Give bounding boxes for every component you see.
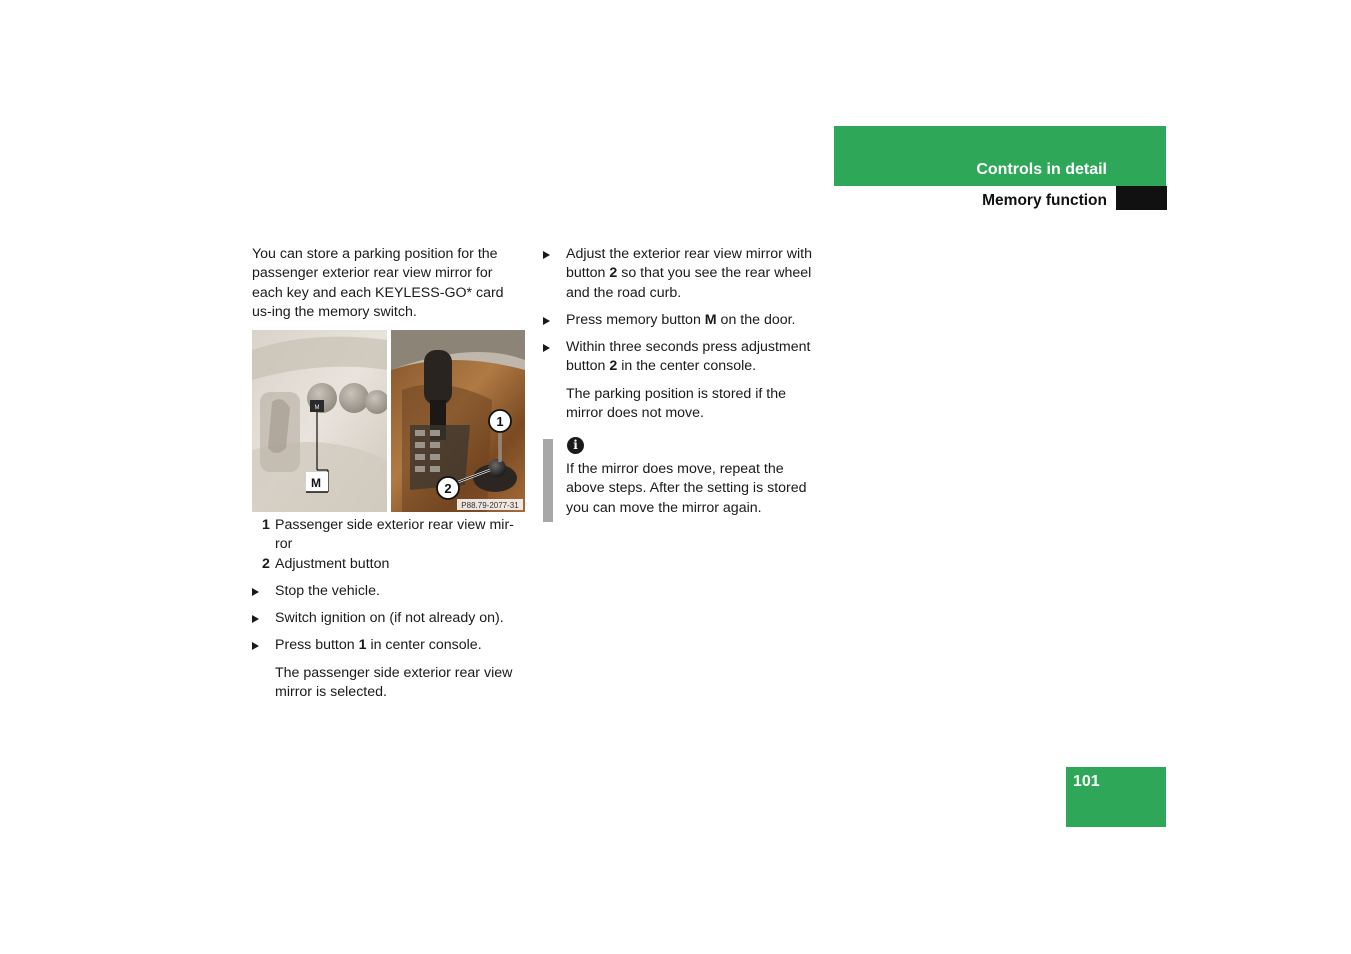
info-note-bar — [543, 439, 553, 522]
step-text-pre: Press memory button — [566, 311, 705, 328]
figure-code: P88.79-2077-31 — [461, 501, 519, 510]
step-result: The parking position is stored if the mirror does not move. — [566, 385, 787, 422]
step-text-bold: 2 — [609, 358, 618, 375]
instruction-step — [543, 338, 823, 377]
step-text-post: in the center console. — [617, 358, 757, 375]
instruction-step — [252, 582, 528, 601]
step-arrow-icon — [543, 344, 550, 352]
info-icon: i — [567, 437, 584, 454]
caption-number: 1 — [262, 517, 270, 533]
step-text — [275, 637, 482, 653]
memory-button-m-label: M — [314, 405, 320, 411]
intro-paragraph: You can store a parking position for the passenger exterior rear view mirror for each key and each KEYLESS-GO* card us-ing the memory switch. — [252, 246, 504, 320]
instruction-step — [252, 636, 528, 655]
step-arrow-icon — [543, 317, 550, 325]
step-text — [566, 312, 796, 328]
step-text-bold: 2 — [609, 265, 618, 282]
caption-item — [252, 516, 528, 555]
step-text-bold: 1 — [358, 637, 367, 654]
left-column — [252, 245, 528, 322]
memory-switch-figure — [252, 330, 525, 512]
step-text-pre: Within three seconds press adjustment button — [566, 339, 811, 375]
page-number: 101 — [1073, 773, 1100, 790]
step-arrow-icon — [543, 251, 550, 259]
step-arrow-icon — [252, 615, 259, 623]
step-arrow-icon — [252, 642, 259, 650]
callout-m: M — [311, 476, 321, 490]
instruction-step — [543, 245, 823, 303]
step-text-pre: Adjust the exterior rear view mirror with button — [566, 246, 812, 282]
callout-1: 1 — [496, 414, 504, 429]
step-text-post: so that you see the rear wheel and the road curb. — [566, 265, 812, 301]
page-number-box — [1066, 767, 1166, 827]
caption-item — [252, 555, 528, 574]
step-text — [566, 339, 810, 374]
subsection-title: Memory function — [982, 192, 1107, 209]
figure-illustration — [252, 330, 525, 512]
step-text-post: in center console. — [366, 637, 482, 654]
caption-text: Adjustment button — [275, 555, 390, 572]
step-text — [566, 246, 812, 301]
step-text-post: on the door. — [716, 311, 796, 328]
step-text: Stop the vehicle. — [275, 582, 380, 599]
left-column-lower — [252, 516, 528, 702]
callout-2: 2 — [444, 481, 452, 496]
info-note-text: If the mirror does move, repeat the above steps. After the setting is stored you can move the mirror again. — [566, 461, 807, 516]
step-text: Switch ignition on (if not already on). — [275, 610, 504, 627]
step-text-bold: M — [704, 311, 717, 328]
adjustment-knob-icon — [488, 459, 506, 477]
caption-text: Passenger side exterior rear view mir-ror — [275, 517, 514, 553]
section-title: Controls in detail — [976, 161, 1107, 178]
instruction-step — [252, 609, 528, 628]
step-text-pre: Press button — [275, 637, 359, 654]
step-arrow-icon — [252, 588, 259, 596]
caption-number: 2 — [262, 555, 270, 572]
step-result: The passenger side exterior rear view mirror is selected. — [275, 664, 513, 701]
section-header — [834, 126, 1166, 186]
right-column — [543, 245, 823, 423]
subsection-marker — [1116, 186, 1167, 210]
instruction-step — [543, 311, 823, 330]
